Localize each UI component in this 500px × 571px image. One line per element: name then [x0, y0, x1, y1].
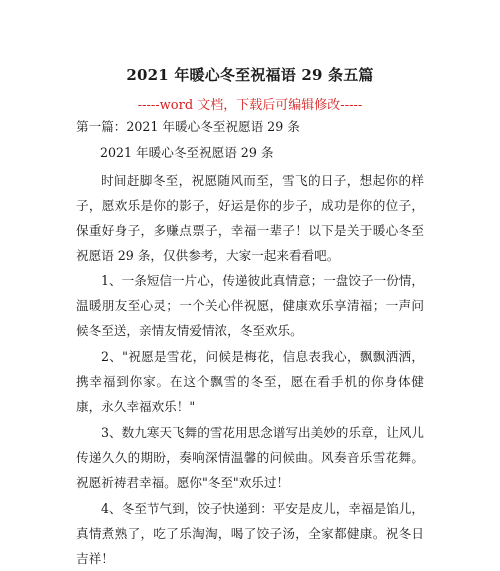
- paragraph-item-1: 1、一条短信一片心，传递彼此真情意；一盘饺子一份情，温暖朋友至心灵；一个关心伴祝愿，健康欢乐享清福；一声问候冬至送，亲情友情爱情浓，冬至欢乐。: [76, 273, 424, 338]
- paragraph-intro: 时间赶脚冬至，祝愿随风而至，雪飞的日子，想起你的样子，愿欢乐是你的影子，好运是你的步子，成功是你的位子，保重好身子，多赚点票子，幸福一辈子！以下是关于暖心冬至祝愿语 29 条，仅供参考，大家一起来看看吧。: [76, 173, 424, 263]
- section-label: 第一篇：2021 年暖心冬至祝愿语 29 条: [76, 119, 300, 134]
- section-heading: 2021 年暖心冬至祝愿语 29 条: [100, 145, 274, 160]
- document-title: 2021 年暖心冬至祝福语 29 条五篇: [126, 66, 374, 84]
- paragraph-item-3: 3、数九寒天飞舞的雪花用思念谱写出美妙的乐章，让风儿传递久久的期盼，奏响深情温馨的问候曲。风奏音乐雪花舞。祝愿祈祷君幸福。愿你"冬至"欢乐过！: [76, 425, 424, 490]
- paragraph-item-4: 4、冬至节气到，饺子快递到：平安是皮儿，幸福是馅儿，真情煮熟了，吃了乐淘淘，喝了饺子汤，全家都健康。祝冬日吉祥！: [76, 501, 424, 566]
- document-subtitle: -----word 文档，下载后可编辑修改-----: [137, 98, 363, 113]
- paragraph-item-2: 2、"祝愿是雪花，问候是梅花，信息表我心，飘飘洒洒，携幸福到你家。在这个飘雪的冬至，愿在看手机的你身体健康，永久幸福欢乐！": [76, 349, 424, 414]
